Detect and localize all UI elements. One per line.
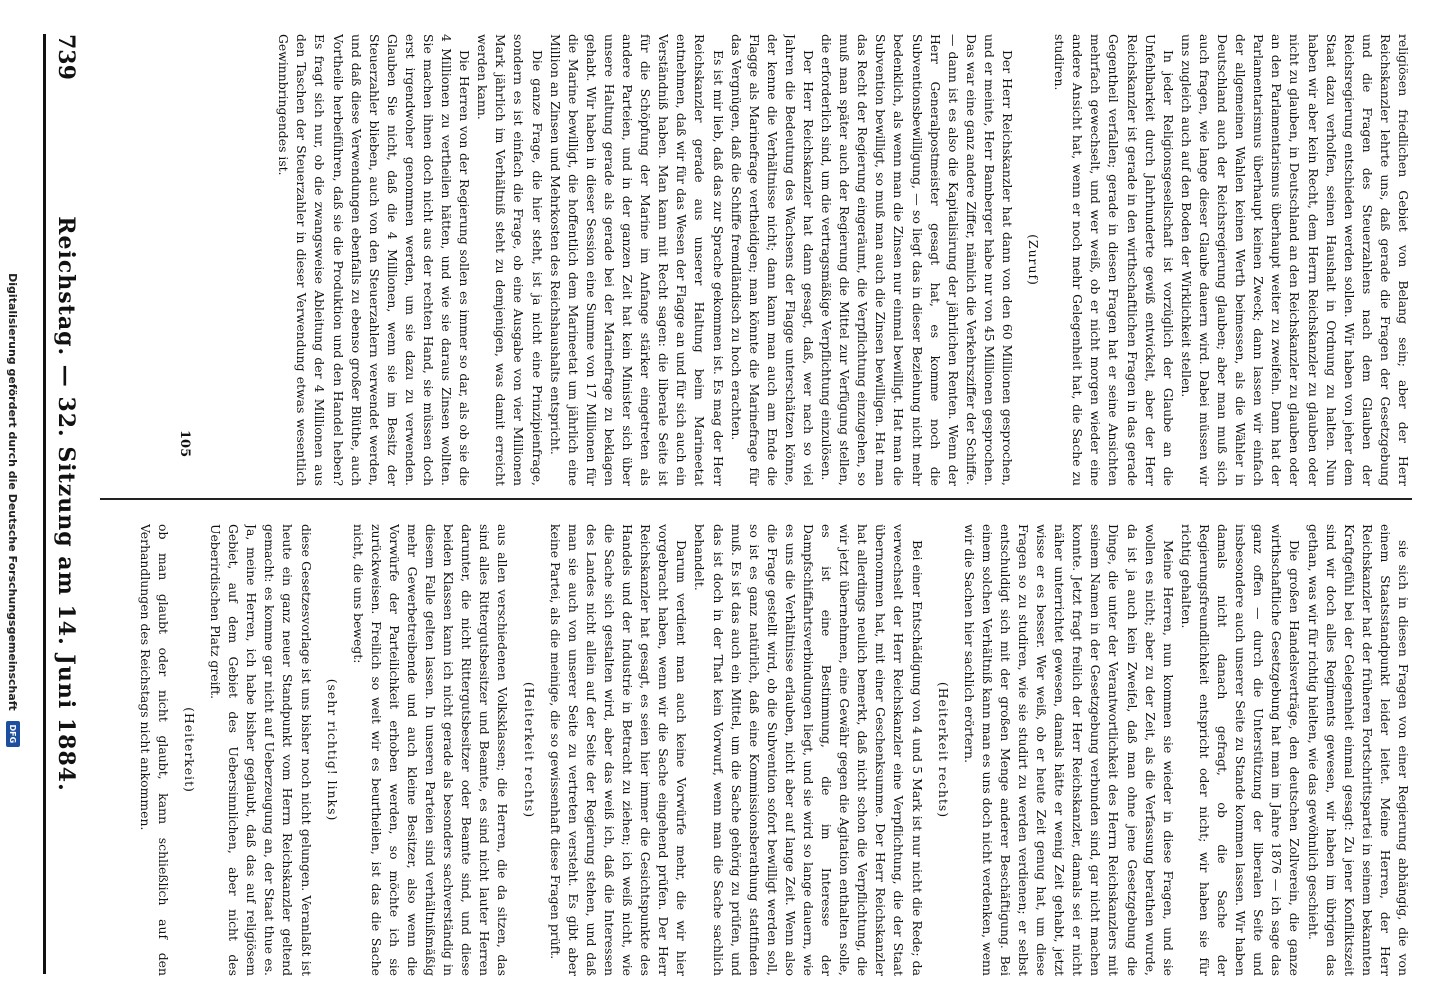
paragraph: Die Herren von der Regierung sollen es immer so dar, als ob sie die 4 Millionen zu vertheilen hätten, und wie sie daraus Zinsen wollten. Sie machen ihnen doch nicht aus der rechten Hand, sie müssen doch erst irgendwoher genommen werden, um sie dazu zu verwenden. Glauben Sie nicht, daß die 4 Millionen, wenn sie im Besitz der Steuerzahler blieben, auch von den Steuerzahlern verwendet werden, und daß diese Verwendungen ebenfalls zu ebenso großer Blüthe, auch Vortheile herbeiführen, daß sie die Produktion und den Handel heben? Es fragt sich nur, ob die zwangsweise Ableitung der 4 Millionen aus den Taschen der Steuerzahler in dieser Verwendung etwas wesentlich Gewinnbringendes ist.: [276, 34, 473, 486]
credit-text: Digitalisierung gefördert durch die Deutsche Forschungsgemeinschaft: [6, 273, 20, 711]
left-column: [92, 524, 1412, 976]
paragraph: aus allen verschiedenen Volksklassen; die Herren, die da sitzen, das sind alles Rittergutsbesitzer und Beamte, es sind nicht lauter Herren darunter, die nicht Rittergutsbesitzer oder Beamte sind, und diese beiden Klassen kann ich nicht gerade als besonders sachverständig in diesem Falle gelten lassen. In unseren Parteien sind verhältnißmäßig mehr Gewerbetreibende und auch kleine Besitzer, also wenn die Vorwürfe der Parteilichkeit erhoben werden, so möchte ich sie zurückweisen. Freilich so weit wir es beurtheilen, ist das die Sache nicht, die uns bewegt:: [350, 524, 511, 976]
paragraph: Der Herr Reichskanzler hat dann von den 60 Millionen gesprochen, und er meinte, Herr Bamberger habe nur von 45 Millionen gesprochen. Das war eine ganz andere Ziffer, nämlich die Verkehrsziffer der Schiffe.: [963, 34, 1016, 486]
digitization-credit: [4, 30, 22, 990]
paragraph: — dann ist es also die Kapitalisirung der jährlichen Renten. Wenn der Herr Generalpostmeister gesagt hat, es komme noch die Subventionsbewilligung, — so liegt das in dieser Beziehung nicht mehr bedenklich, als wenn man die Zinsen nur einmal bewilligt. Hat man die Subvention bewilligt, so muß man auch die Zinsen bewilligen. Hat man das Recht der Regierung eingeräumt, die Verpflichtung einzugehen, so muß man später auch der Regierung die Mittel zur Verfügung stellen, die erforderlich sind, um die vertragsmäßige Verpflichtung einzulösen.: [819, 34, 961, 486]
right-column: [92, 34, 1412, 486]
stage-direction: (Zuruf): [1026, 234, 1042, 286]
column-divider: [100, 498, 1412, 500]
page-header: [43, 34, 86, 974]
paragraph: In jeder Religionsgesellschaft ist vorzüglich der Glaube an die Unfehlbarkeit durch Jahrhunderte gewiß entwickelt, aber der Herr Reichskanzler ist gerade in den wirthschaftlichen Fragen in das gerade Gegentheil verfallen; gerade in diesen Fragen hat er seine Ansichten mehrfach gewechselt, und wer weiß, ob er nicht morgen wieder eine andere Ansicht hat, wenn er noch mehr Gelegenheit hat, die Sache zu studiren.: [1052, 34, 1176, 486]
paragraph: Die ganze Frage, die hier steht, ist ja nicht eine Prinzipienfrage, sondern es ist einfach die Frage, ob eine Ausgabe von vier Millionen Mark jährlich im Verhältniß steht zu demjenigen, was damit erreicht werden kann.: [475, 34, 545, 486]
paragraph: Der Herr Reichskanzler hat dann gesagt, daß, wer nach so viel Jahren die Bedeutung des Wachsens der Flagge unterschätzen könne, der kenne die Verhältnisse nicht; dann kann man auch am Ende die Flagge als Marinefrage vertheidigen; man könnte die Marinefrage für das Vergnügen, daß die Schiffe fremdländisch zu hoch erachten.: [728, 34, 816, 486]
stage-direction: (Heiterkeit rechts): [935, 681, 951, 819]
paragraph: Darum verdient man auch keine Vorwürfe mehr, die wir hier vorgebracht haben, wenn wir die Sache eingehend prüfen. Der Herr Reichskanzler hat gesagt, es seien hier immer die Gesichtspunkte des Handels und der Industrie in Betracht zu ziehen; ich weiß nicht, wie die Sache sich gestalten wird, aber das weiß ich, daß die Interessen des Landes nicht allein auf der Seite der Regierung stehen, und daß man sie auch von unserer Seite zu vertreten versteht. Es gibt aber keine Partei, als die meinige, die so gewissenhaft diese Fragen prüft.: [547, 524, 690, 976]
paragraph: diese Gesetzesvorlage ist uns bisher noch nicht gelungen. Veranlaßt ist heute ein ganz neuer Standpunkt vom Herrn Reichskanzler geltend gemacht: es komme gar nicht auf Ueberzeugung an, der Staat thue es. Ja, meine Herren, ich habe bisher geglaubt, daß das auf religiösem Gebiet, auf dem Gebiet des Uebersinnlichen, aber nicht des Ueberirdischen Platz greift.: [208, 524, 314, 976]
sheet-number: 105: [177, 430, 192, 458]
paragraph: religiösen friedlichen Gebiet von Belang sein; aber der Herr Reichskanzler lehrte uns, daß gerade die Fragen der Gesetzgebung und die Fragen des Steuerzahlens nach dem Glauben der Reichsregierung entschieden werden sollen. Wir haben von jeher dem Staat dazu verholfen, seinen Haushalt in Ordnung zu halten. Nun haben wir aber kein Recht, dem Herrn Reichskanzler zu glauben oder nicht zu glauben, in Deutschland an den Reichskanzler zu glauben oder an den Parlamentarismus überhaupt weiter zu zweifeln. Dann hat der Parlamentarismus überhaupt keinen Zweck; dann lassen wir einfach der allgemeinen Wahlen keinen Werth beimessen, als die Wähler in Deutschland auch der Reichsregierung glauben; aber man muß sich auch fragen, wie lange dieser Glaube dauern wird. Dabei müssen wir uns zugleich auch auf den Boden der Wirklichkeit stellen.: [1178, 34, 1411, 486]
stage-direction: (Heiterkeit rechts): [521, 681, 537, 819]
paragraph: sie sich in diesen Fragen von einer Regierung abhängig, die von einem Staatsstandpunkt leider leitet. Meine Herren, der Herr Reichskanzler hat der früheren Fortschrittspartei in seinem bekannten Kraftgefühl bei der Gelegenheit einmal gesagt: Zu jener Konfliktszeit sind wir doch alles Regiments gewesen, wir haben im übrigen das gethan, was wir für richtig hielten, wie das gewöhnlich geschieht.: [1305, 524, 1411, 976]
paragraph: Meine Herren, nun kommen sie wieder in diese Fragen, und sie wollen es nicht; aber zu der Zeit, als die Verfassung berathen wurde, da ist ja auch kein Zweifel, daß man ohne jene Gesetzgebung die Dinge, die unter der Verantwortlichkeit des Herrn Reichskanzlers mit seinem Namen in der Gesetzgebung verbunden sind, gar nicht machen konnte. Jetzt fragt freilich der Herr Reichskanzler, damals sei er nicht näher unterrichtet gewesen, damals hätte er wenig Zeit gehabt, jetzt wisse er es besser. Wer weiß, ob er heute Zeit genug hat, um diese Fragen so zu studiren, wie sie studirt zu werden verdienen; er selbst entschuldigt sich mit der großen Menge anderer Beschäftigung. Bei einem solchen Verhältniß kann man es uns doch nicht verdenken, wenn wir die Sachen hier sachlich erörtern.: [961, 524, 1176, 976]
running-title: Reichstag. — 32. Sitzung am 14. Juni 1884.: [53, 216, 79, 792]
stage-direction: (sehr richtig! links): [324, 678, 340, 822]
paragraph: Die großen Handelsverträge, den deutschen Zollverein, die ganze wirthschaftliche Gesetzgebung hat man im Jahre 1876 — ich sage das ganz offen — durch die Unterstützung der liberalen Seite und insbesondere auch unserer Seite zu Stande kommen lassen. Wir haben damals nicht danach gefragt, ob die Sache der Regierungsfreundlichkeit entspricht oder nicht; wir haben sie für richtig gehalten.: [1178, 524, 1303, 976]
paragraph: ob man glaubt oder nicht glaubt, kann schließlich auf den Verhandlungen des Reichstags nicht ankommen.: [137, 524, 171, 976]
stage-direction: (Heiterkeit): [182, 707, 197, 793]
dfg-logo-icon: DFG: [6, 721, 20, 747]
page-number: 739: [53, 34, 79, 80]
paragraph: Bei einer Entschädigung von 4 und 5 Mark ist nur nicht die Rede; da verwechselt der Herr Reichskanzler eine Verpflichtung, die der Staat übernommen hat, mit einer Geschenksumme. Der Herr Reichskanzler hat allerdings neulich bemerkt, daß nicht schon die Verpflichtung, die wir jetzt übernehmen, eine Gewähr gegen die Agitation enthalten solle, es ist eine Bestimmung, die im Interesse der Dampfschiffahrtsverbindungen liegt, und sie wird so lange dauern, wie es uns die Verhältnisse erlauben, nicht aber auf lange Zeit. Wenn also die Frage gestellt wird, ob die Subvention sofort bewilligt werden soll, so ist es ganz natürlich, daß eine Kommissionsberathung stattfinden muß. Es ist das auch ein Mittel, um die Sache gehörig zu prüfen, und das ist doch in der That kein Vorwurf, wenn man die Sache sachlich behandelt.: [692, 524, 925, 976]
paragraph: Es ist mir lieb, daß das zur Sprache gekommen ist. Es mag der Herr Reichskanzler gerade aus unserer Haltung beim Marineetat entnehmen, daß wir für das Wesen der Flagge an und für sich auch ein Verständniß haben. Man kann mit Recht sagen: die liberale Seite ist für die Schöpfung der Marine im Anfange stärker eingetreten als andere Parteien, und in der ganzen Zeit hat kein Minister sich über unsere Haltung gerade als gerade bei der Marinefrage zu beklagen gehabt. Wir haben in dieser Session eine Summe von 17 Millionen für die Marine bewilligt, die hoffentlich dem Marineetat um jährlich eine Million an Zinsen und Mehrkosten des Reichshaushalts entspricht.: [547, 34, 726, 486]
